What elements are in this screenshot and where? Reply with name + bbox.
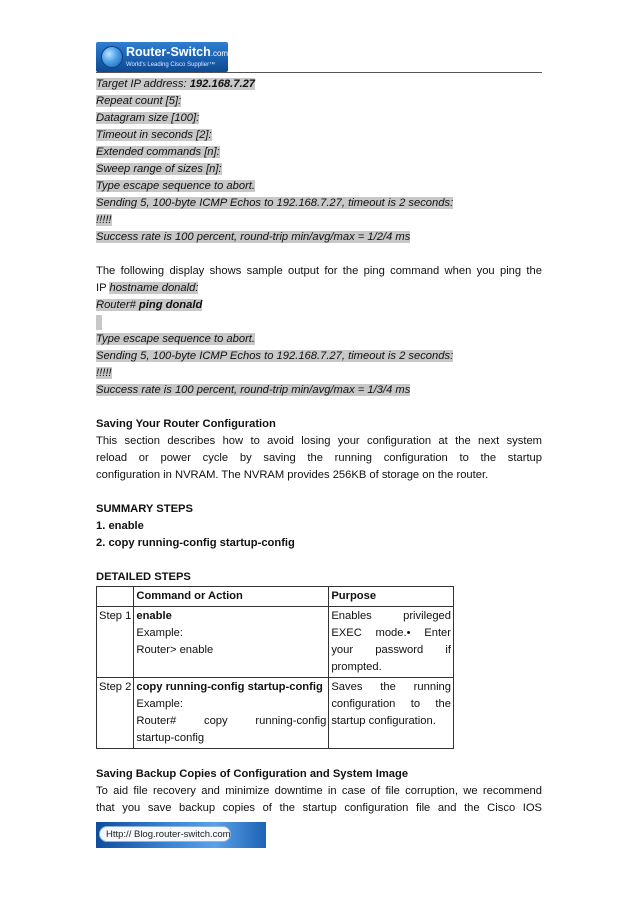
section-heading: Saving Backup Copies of Configuration and System Image [96, 768, 409, 780]
router-command-line: Router# ping donald [96, 299, 203, 311]
table-row [97, 678, 454, 749]
ping-command: ping donald [138, 299, 203, 311]
table-header-cell: Command or Action [134, 587, 329, 607]
globe-icon [101, 46, 123, 68]
ping-output-line: Sweep range of sizes [n]: [96, 163, 222, 175]
logo-tagline: World's Leading Cisco Supplier™ [126, 62, 216, 68]
paragraph-line: IP hostname donald: [96, 282, 199, 294]
logo-suffix-text: .com [210, 49, 228, 58]
paragraph-line: To aid file recovery and minimize downtime in case of file corruption, we recommend [96, 785, 542, 797]
step-label: Step 1 [97, 607, 134, 678]
paragraph-line: The following display shows sample output for the ping command when you ping the [96, 265, 542, 277]
step-label: Step 2 [97, 678, 134, 749]
ping-output-line: Success rate is 100 percent, round-trip min/avg/max = 1/3/4 ms [96, 384, 411, 396]
ping-output-line: Sending 5, 100-byte ICMP Echos to 192.168.7.27, timeout is 2 seconds: [96, 350, 454, 362]
document-body [96, 76, 542, 817]
detailed-steps-table [96, 586, 454, 749]
ping-output-line: !!!!! [96, 214, 112, 226]
ping-output-line: Success rate is 100 percent, round-trip min/avg/max = 1/2/4 ms [96, 231, 411, 243]
command-cell: enable Example: Router> enable [134, 607, 329, 678]
purpose-cell: Saves the running configuration to the startup configuration. [329, 678, 454, 749]
target-ip-value: 192.168.7.27 [189, 78, 256, 90]
ping-output-line: !!!!! [96, 367, 112, 379]
table-row [97, 607, 454, 678]
ping-output-line: Datagram size [100]: [96, 112, 200, 124]
router-switch-logo [96, 42, 228, 72]
table-header-cell [97, 587, 134, 607]
summary-step: 1. enable [96, 520, 144, 532]
blank-output-line [96, 314, 542, 331]
ping-output-line: Type escape sequence to abort. [96, 333, 256, 345]
blog-url-text: Http:// Blog.router-switch.com [99, 826, 231, 842]
paragraph-line: configuration in NVRAM. The NVRAM provides 256KB of storage on the router. [96, 469, 489, 481]
ping-output-line: Extended commands [n]: [96, 146, 220, 158]
purpose-cell: Enables privileged EXEC mode.• Enter your password if prompted. [329, 607, 454, 678]
command-cell: copy running-config startup-config Example: Router# copy running-config startup-config [134, 678, 329, 749]
table-header-row [97, 587, 454, 607]
summary-step: 2. copy running-config startup-config [96, 537, 295, 549]
logo-brand-text: Router-Switch [126, 45, 211, 59]
summary-heading: SUMMARY STEPS [96, 503, 193, 515]
paragraph-line: This section describes how to avoid losing your configuration at the next system [96, 435, 542, 447]
paragraph-line: that you save backup copies of the startup configuration file and the Cisco IOS [96, 802, 542, 814]
ping-output-line: Type escape sequence to abort. [96, 180, 256, 192]
ping-output-line: Sending 5, 100-byte ICMP Echos to 192.168.7.27, timeout is 2 seconds: [96, 197, 454, 209]
section-heading: Saving Your Router Configuration [96, 418, 276, 430]
paragraph-line: reload or power cycle by saving the running configuration to the startup [96, 452, 542, 464]
table-header-cell: Purpose [329, 587, 454, 607]
ping-output-line: Timeout in seconds [2]: [96, 129, 212, 141]
header-divider [96, 72, 542, 73]
ping-output-line: Repeat count [5]: [96, 95, 182, 107]
detailed-heading: DETAILED STEPS [96, 571, 191, 583]
ping-target-line: Target IP address: 192.168.7.27 [96, 78, 256, 90]
blog-banner [96, 822, 266, 848]
